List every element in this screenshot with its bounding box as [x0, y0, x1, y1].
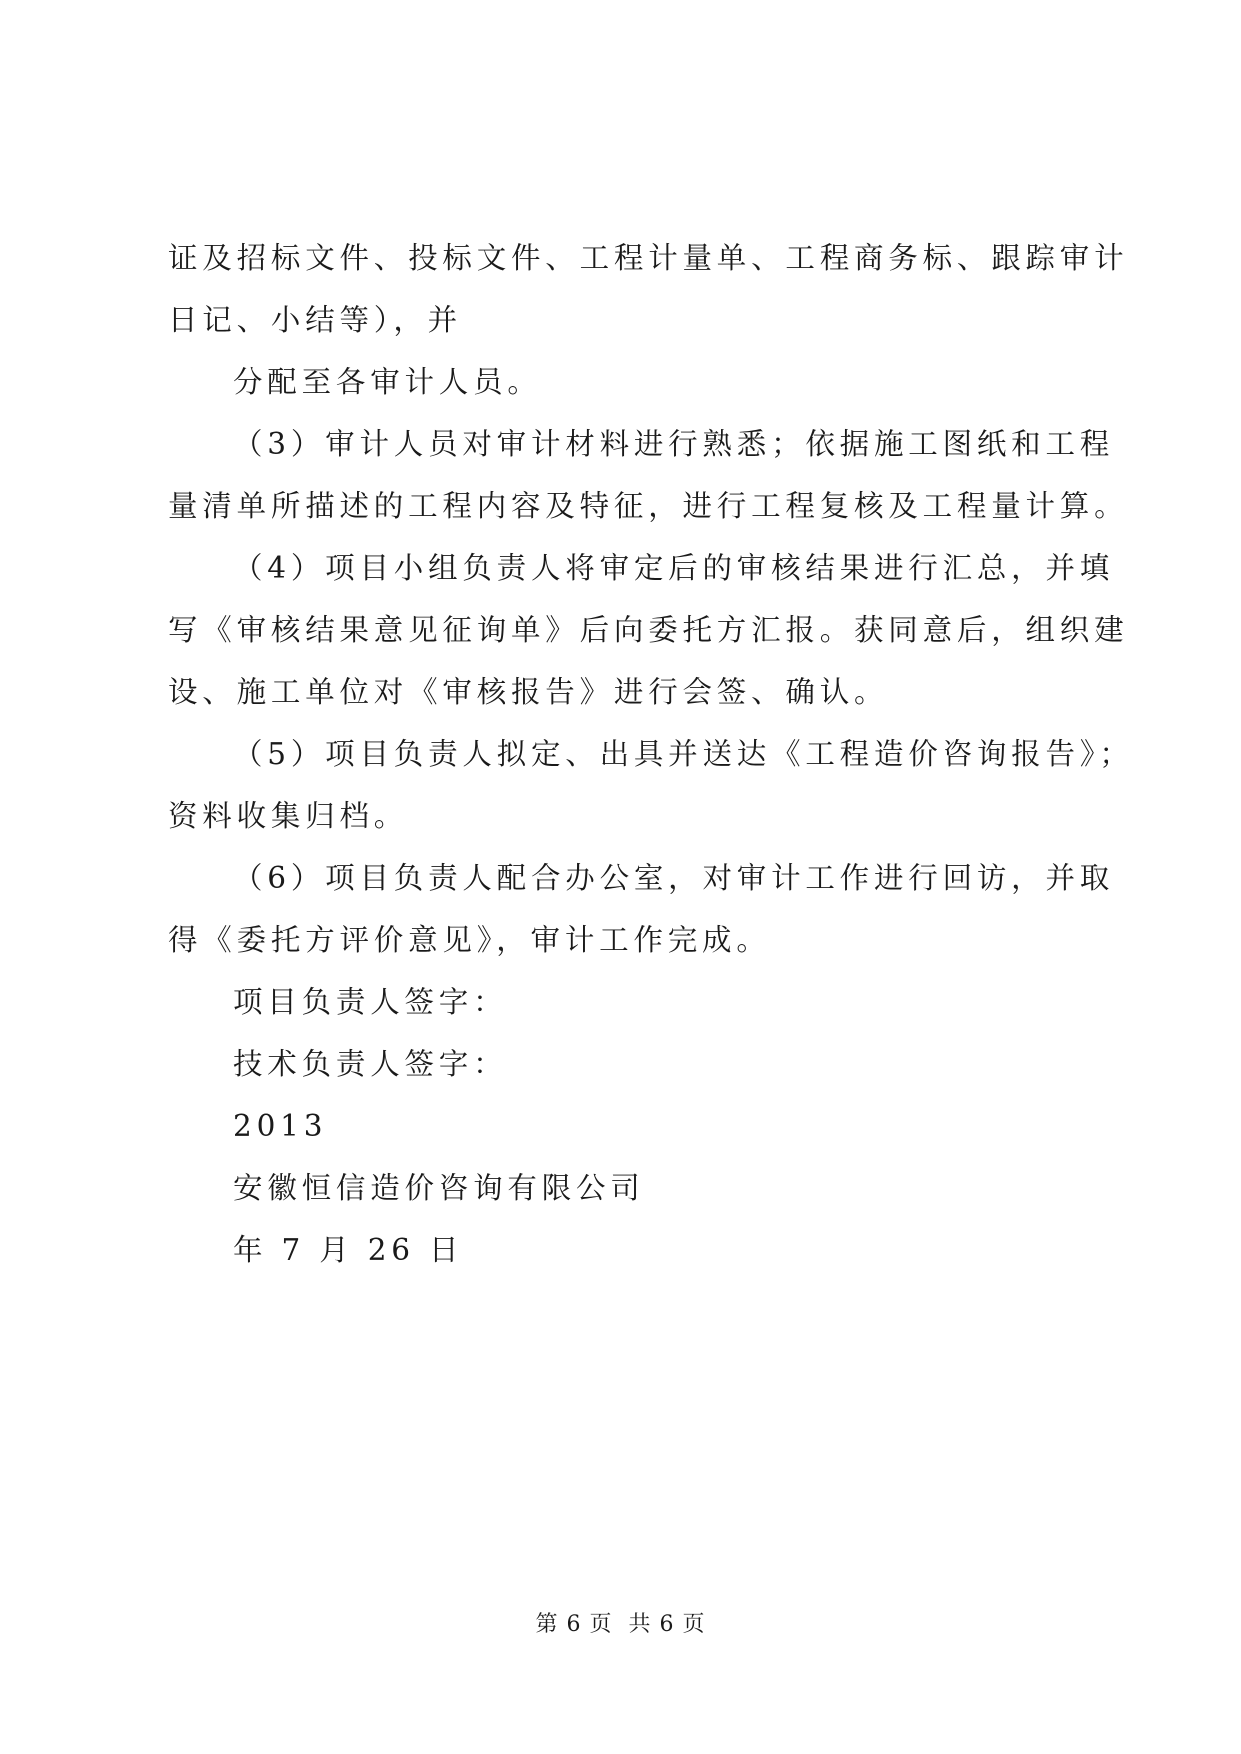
body-line-1: 证及招标文件、投标文件、工程计量单、工程商务标、跟踪审计	[168, 241, 1129, 275]
body-line-6: （4）项目小组负责人将审定后的审核结果进行汇总，并填	[233, 551, 1115, 585]
body-line-12: 得《委托方评价意见》，审计工作完成。	[168, 923, 771, 957]
page-footer	[0, 1610, 1241, 1640]
body-line-8: 设、施工单位对《审核报告》进行会签、确认。	[168, 675, 889, 709]
body-line-9: （5）项目负责人拟定、出具并送达《工程造价咨询报告》；	[233, 737, 1134, 771]
technical-lead-signature-label: 技术负责人签字：	[233, 1047, 508, 1081]
body-line-10: 资料收集归档。	[168, 799, 409, 833]
body-line-4: （3）审计人员对审计材料进行熟悉；依据施工图纸和工程	[233, 427, 1115, 461]
body-line-2: 日记、小结等），并	[168, 303, 462, 337]
project-lead-signature-label: 项目负责人签字：	[233, 985, 508, 1019]
company-name: 安徽恒信造价咨询有限公司	[233, 1171, 645, 1205]
body-line-3: 分配至各审计人员。	[233, 365, 542, 399]
year-text: 2013	[233, 1109, 328, 1143]
body-line-11: （6）项目负责人配合办公室，对审计工作进行回访，并取	[233, 861, 1115, 895]
body-line-7: 写《审核结果意见征询单》后向委托方汇报。获同意后，组织建	[168, 613, 1129, 647]
page-number: 第 6 页	[535, 1612, 613, 1637]
page-total: 共 6 页	[628, 1612, 706, 1637]
body-line-5: 量清单所描述的工程内容及特征，进行工程复核及工程量计算。	[168, 489, 1129, 523]
date-text: 年 7 月 26 日	[233, 1233, 464, 1267]
